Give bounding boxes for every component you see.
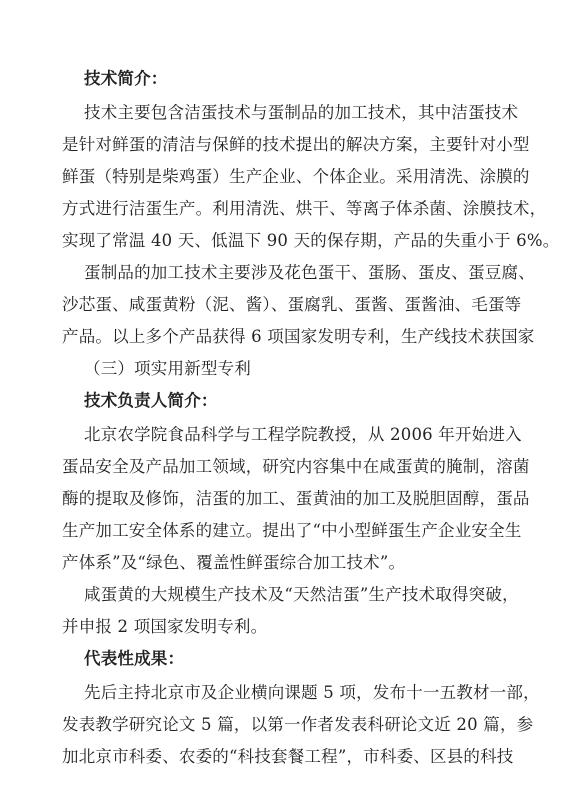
text-line: 并申报 2 项国家发明专利。 [62,617,268,636]
text-line: （三）项实用新型专利 [84,359,251,378]
text-line: 鲜蛋（特别是柴鸡蛋）生产企业、个体企业。采用清洗、涂膜的 [62,167,530,186]
text-line: 酶的提取及修饰，洁蛋的加工、蛋黄油的加工及脱胆固醇，蛋品 [62,489,530,508]
text-line: 先后主持北京市及企业横向课题 5 项，发布十一五教材一部， [84,683,540,702]
text-line: 北京农学院食品科学与工程学院教授，从 2006 年开始进入 [84,425,522,444]
heading-leader-intro: 技术负责人简介： [84,391,218,410]
text-line: 沙芯蛋、咸蛋黄粉（泥、酱）、蛋腐乳、蛋酱、蛋酱油、毛蛋等 [62,295,522,314]
heading-achievements: 代表性成果： [84,649,185,668]
text-line: 方式进行洁蛋生产。利用清洗、烘干、等离子体杀菌、涂膜技术， [62,199,547,218]
text-line: 发表教学研究论文 5 篇，以第一作者发表科研论文近 20 篇，参 [62,715,534,734]
text-line: 生产加工安全体系的建立。提出了“中小型鲜蛋生产企业安全生 [62,521,522,540]
text-line: 蛋品安全及产品加工领域，研究内容集中在咸蛋黄的腌制，溶菌 [62,457,530,476]
text-line: 产品。以上多个产品获得 6 项国家发明专利，生产线技术获国家 [62,327,535,346]
text-line: 是针对鲜蛋的清洁与保鲜的技术提出的解决方案，主要针对小型 [62,135,530,154]
text-line: 蛋制品的加工技术主要涉及花色蛋干、蛋肠、蛋皮、蛋豆腐、 [84,263,535,282]
text-line: 加北京市科委、农委的“科技套餐工程”，市科委、区县的科技 [62,747,514,766]
heading-tech-intro: 技术简介： [84,69,168,88]
text-line: 实现了常温 40 天、低温下 90 天的保存期，产品的失重小于 6%。 [62,231,560,250]
text-line: 产体系”及“绿色、覆盖性鲜蛋综合加工技术”。 [62,553,406,572]
text-line: 技术主要包含洁蛋技术与蛋制品的加工技术，其中洁蛋技术 [84,103,519,122]
text-line: 咸蛋黄的大规模生产技术及“天然洁蛋”生产技术取得突破， [84,585,519,604]
